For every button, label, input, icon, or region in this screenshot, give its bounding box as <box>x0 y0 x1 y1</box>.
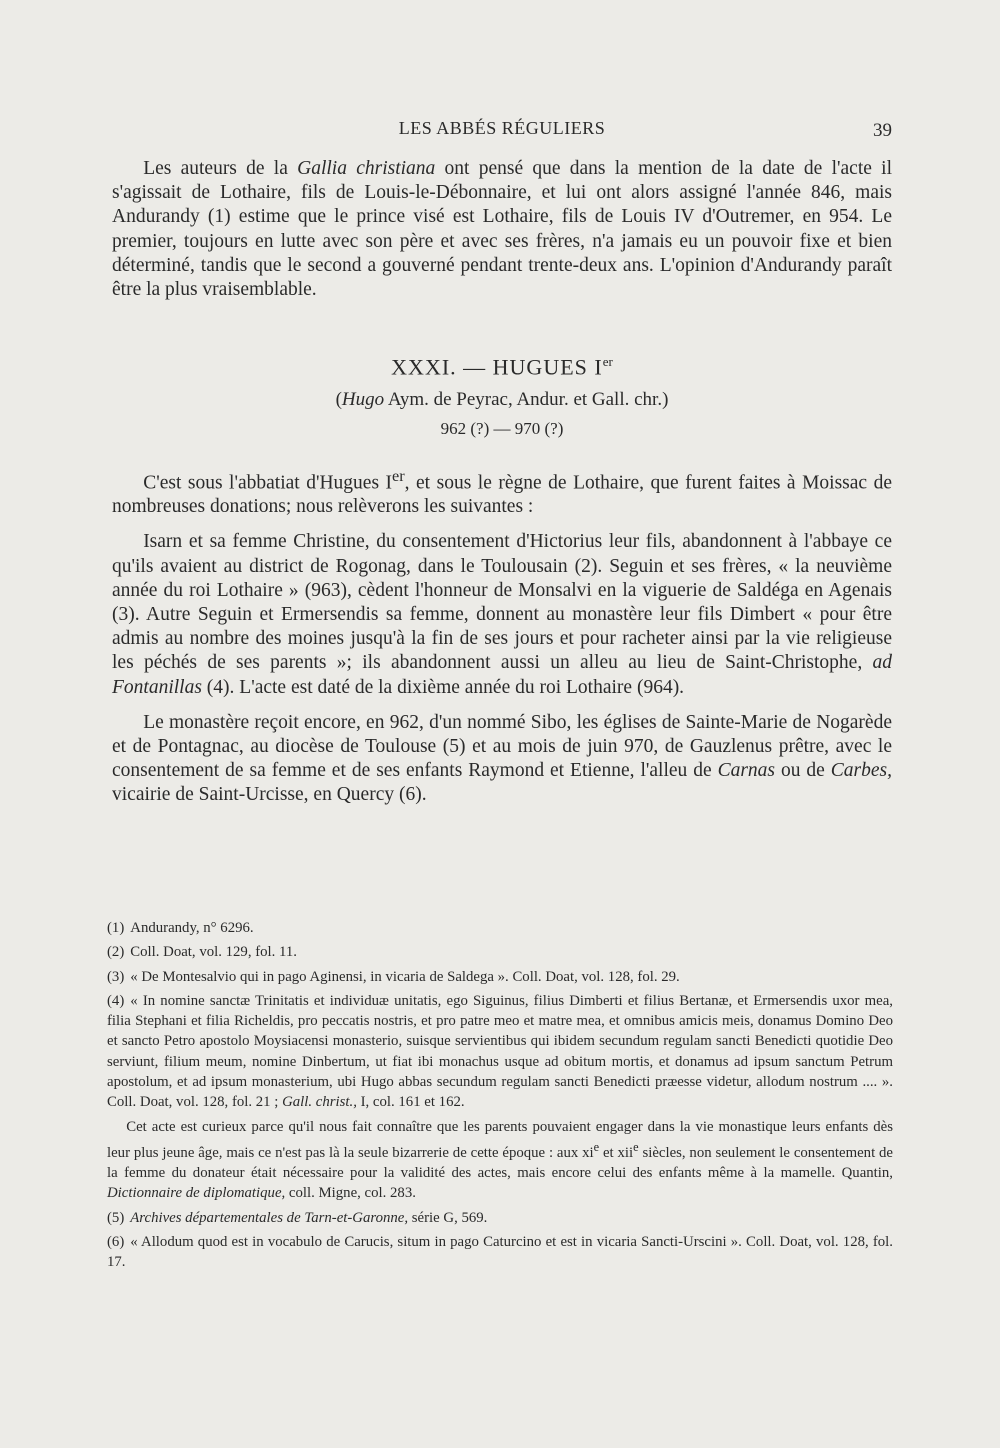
main-text <box>112 157 892 808</box>
p2-text-a: Isarn et sa femme Christine, du consentement d'Hictorius leur fils, abandonnent à l'abbaye ce qu'ils avaient au district de Rogonag, dans le Toulousain (2). Seguin et ses frères, « la neuvième année du roi Lothaire » (963), cèdent l'honneur de Monsalvi en la viguerie de Saldéga en Agenais (3). Autre Seguin et Ermersendis sa femme, donnent au monastère leur fils Dimbert « pour être admis au nombre des moines jusqu'à la fin de ses jours et pour racheter ainsi par la vie religieuse les péchés de ses parents »; ils abandonnent aussi un alleu au lieu de Saint-Christophe, <box>112 531 892 674</box>
footnote-5-number: (5) <box>107 1209 125 1226</box>
chapter-sub-rest: Aym. de Peyrac, Andur. et Gall. chr.) <box>384 388 669 410</box>
intro-text-a: Les auteurs de la <box>143 158 298 179</box>
footnote-6 <box>107 1232 893 1273</box>
footnote-4-text-a: « In nomine sanctæ Trinitatis et individuæ unitatis, ego Siguinus, filius Dimberti et filius Bertanæ, et Ermersendis uxor mea, filia Stephani et filia Richeldis, pro peccatis nostris, et pro patre meo et matre mea, et omnibus amicis meis, donamus Domino Deo et sancto Petro apostolo Moysiacensi monasterio, suisque servientibus qui ibidem secundum regulam sancti Benedicti quotidie Deo serviunt, filium meum, nomine Dinbertum, ut fiat ibi monachus usque ad obitum mortis, et donamus ad ipsum sanctum Petrum apostolum, et ad ipsum monasterium, ubi Hugo abbas secundum regulam sancti Benedicti præesse videtur, allodum nostrum .... ». Coll. Doat, vol. 128, fol. 21 ; <box>107 992 893 1111</box>
p2-italic: ad Fontanillas <box>112 652 892 698</box>
footnote-3-number: (3) <box>107 968 125 985</box>
footnote-5-italic: Archives départementales de Tarn-et-Garonne, <box>130 1209 409 1226</box>
footnote-4c-text-b: siècles, non seulement le consentement de la femme du donateur était nécessaire pour la validité des actes, mais encore celui des enfants même à la mamelle. Quantin, <box>107 1144 893 1182</box>
paragraph-3 <box>112 711 892 808</box>
footnote-6-number: (6) <box>107 1234 125 1251</box>
chapter-title-text: XXXI. — HUGUES I <box>391 354 603 380</box>
page-number: 39 <box>873 120 892 141</box>
footnote-5 <box>107 1208 893 1228</box>
footnote-4 <box>107 991 893 1113</box>
footnote-1 <box>107 918 893 938</box>
running-title: LES ABBÉS RÉGULIERS <box>398 118 606 138</box>
chapter-sub-hugo: Hugo <box>341 388 385 410</box>
gallia-title: Gallia christiana <box>297 158 436 179</box>
footnote-6-text: « Allodum quod est in vocabulo de Carucis, situm in pago Caturcino et est in vicaria Sancti-Urscini ». Coll. Doat, vol. 128, fol. 17. <box>107 1234 893 1271</box>
intro-paragraph <box>112 157 892 302</box>
footnote-5-text: série G, 569. <box>408 1209 488 1226</box>
p3-italic-carnas: Carnas <box>717 760 776 782</box>
paragraph-2 <box>112 530 892 699</box>
intro-text-b: ont pensé que dans la mention de la date de l'acte il s'agissait de Lothaire, fils de Louis-le-Débonnaire, et lui ont alors assigné l'année 846, mais Andurandy (1) estime que le prince visé est Lothaire, fils de Louis IV d'Outremer, en 954. Le premier, toujours en lutte avec son père et avec ses frères, n'a jamais eu un pouvoir fixe et bien déterminé, tandis que le second a gouverné pendant trente-deux ans. L'opinion d'Andurandy paraît être la plus vraisemblable. <box>112 158 892 301</box>
p3-text-b: vicairie de Saint-Urcisse, en Quercy (6). <box>112 784 427 806</box>
footnote-2 <box>107 942 893 962</box>
chapter-subtitle <box>112 386 892 414</box>
p3-text-mid: ou de <box>775 760 831 782</box>
footnote-4-text-b: I, col. 161 et 162. <box>356 1094 465 1111</box>
p3-text-a: Le monastère reçoit encore, en 962, d'un nommé Sibo, les églises de Sainte-Marie de Nogarède et de Pontagnac, au diocèse de Toulouse (5) et au mois de juin 970, de Gauzlenus prêtre, avec le consentement de sa femme et de ses enfants Raymond et Etienne, l'alleu de <box>112 711 892 782</box>
p1-text-b: , et sous le règne de Lothaire, que furent faites à Moissac de nombreuses donations; nous relèverons les suivantes : <box>112 472 892 518</box>
footnote-4-italic: Gall. christ., <box>282 1094 357 1111</box>
footnote-4c-text-c: coll. Migne, col. 283. <box>285 1185 416 1202</box>
footnote-4-continuation <box>107 1117 893 1204</box>
footnote-3-text: « De Montesalvio qui in pago Aginensi, in vicaria de Saldega ». Coll. Doat, vol. 128, fol. 29. <box>130 968 680 985</box>
footnote-3 <box>107 967 893 987</box>
chapter-dates: 962 (?) — 970 (?) <box>440 418 564 438</box>
footnote-4c-italic: Dictionnaire de diplomatique, <box>107 1185 286 1202</box>
footnote-4c-text-a: Cet acte est curieux parce qu'il nous fait connaître que les parents pouvaient engager dans la vie monastique leurs enfants dès leur plus jeune âge, mais ce n'est pas là la seule bizarrerie de cette époque : aux xi <box>107 1118 893 1161</box>
footnotes <box>107 918 893 1277</box>
footnote-4c-sup-1: e <box>593 1139 600 1154</box>
footnote-1-number: (1) <box>107 920 125 936</box>
paragraph-1 <box>112 464 892 520</box>
footnote-1-text: Andurandy, n° 6296. <box>130 920 254 936</box>
footnote-4c-text-mid: et xii <box>599 1144 634 1161</box>
footnote-4c-sup-2: e <box>633 1139 639 1154</box>
chapter-sub-open: ( <box>335 388 342 410</box>
chapter-title-sup: er <box>602 354 613 370</box>
footnote-2-text: Coll. Doat, vol. 129, fol. 11. <box>130 944 297 961</box>
p3-italic-carbes: Carbes, <box>830 760 892 782</box>
p2-text-b: (4). L'acte est daté de la dixième année du roi Lothaire (964). <box>201 676 685 698</box>
footnote-4-number: (4) <box>107 992 125 1009</box>
page-header <box>112 118 892 144</box>
footnote-2-number: (2) <box>107 944 125 961</box>
chapter-title <box>112 348 892 381</box>
p1-text-a: C'est sous l'abbatiat d'Hugues I <box>143 472 393 494</box>
chapter-heading <box>112 348 892 441</box>
p1-sup: er <box>392 466 405 485</box>
